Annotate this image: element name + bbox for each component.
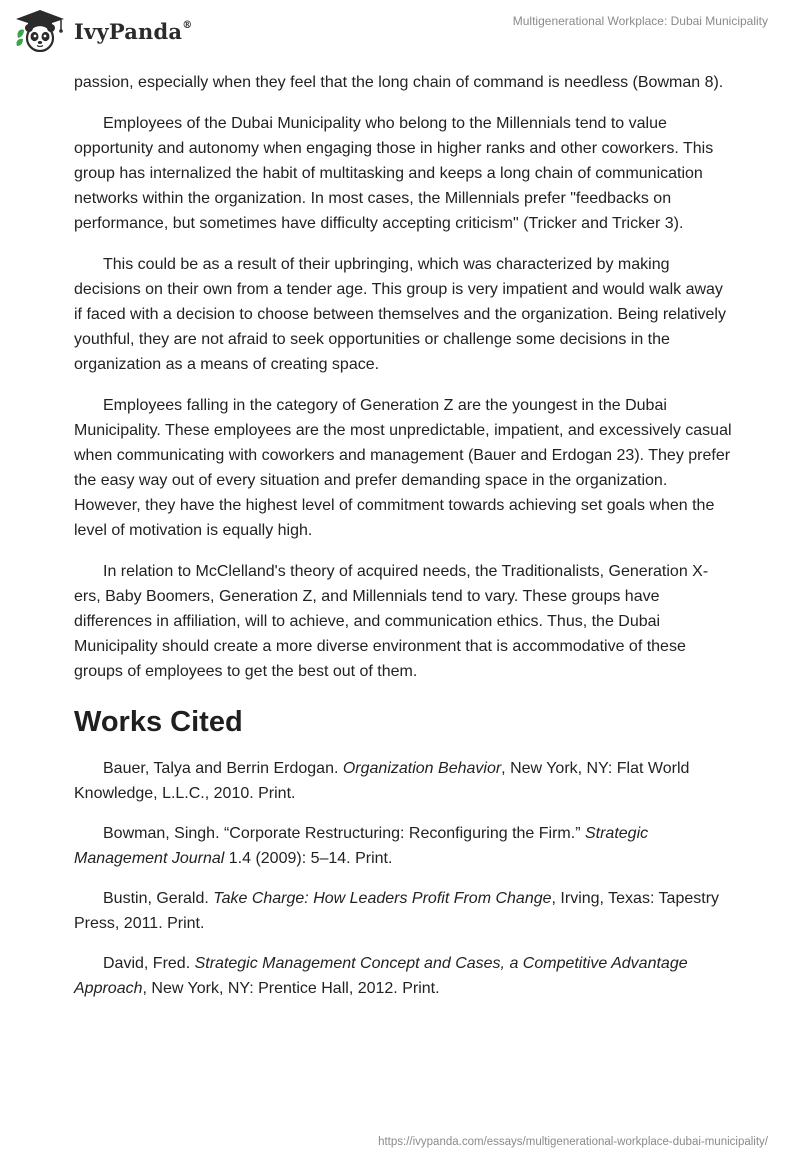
works-cited-heading: Works Cited [74,706,243,738]
ivypanda-logo[interactable] [14,8,192,52]
citation-entry: Bowman, Singh. “Corporate Restructuring: Reconfiguring the Firm.” Strategic Management Journal 1.4 (2009): 5–14. Print. [74,825,649,867]
brand-name: IvyPanda® [74,18,193,44]
citation-entry: David, Fred. Strategic Management Concept and Cases, a Competitive Advantage Approach, New York, NY: Prentice Hall, 2012. Print. [74,955,688,997]
source-url[interactable]: https://ivypanda.com/essays/multigenerational-workplace-dubai-municipality/ [378,1136,768,1148]
body-paragraph: This could be as a result of their upbringing, which was characterized by making decisions on their own from a tender age. This group is very impatient and would walk away if faced with a decision to choose between themselves and the organization. Being relatively youthful, they are not afraid to seek opportunities or challenge some decisions in the organization as a means of creating space. [74,256,726,373]
citation-entry: Bauer, Talya and Berrin Erdogan. Organization Behavior, New York, NY: Flat World Knowledge, L.L.C., 2010. Print. [74,760,690,802]
body-paragraph: Employees of the Dubai Municipality who belong to the Millennials tend to value opportunity and autonomy when engaging those in higher ranks and other coworkers. This group has internalized the habit of multitasking and keeps a long chain of communication networks within the organization. In most cases, the Millennials prefer "feedbacks on performance, but sometimes have difficulty accepting criticism" (Tricker and Tricker 3). [74,115,714,232]
body-paragraph: Employees falling in the category of Generation Z are the youngest in the Dubai Municipality. These employees are the most unpredictable, impatient, and excessively casual when communicating with coworkers and management (Bauer and Erdogan 23). They prefer the easy way out of every situation and prefer demanding space in the organization. However, they have the highest level of commitment towards achieving set goals when the level of motivation is equally high. [74,397,732,539]
body-paragraph: passion, especially when they feel that the long chain of command is needless (Bowman 8). [74,74,724,91]
document-title: Multigenerational Workplace: Dubai Municipality [512,14,768,28]
page-header [0,0,800,64]
essay-content [74,70,734,1016]
citation-entry: Bustin, Gerald. Take Charge: How Leaders Profit From Change, Irving, Texas: Tapestry Press, 2011. Print. [74,890,720,932]
body-paragraph: In relation to McClelland's theory of acquired needs, the Traditionalists, Generation X-ers, Baby Boomers, Generation Z, and Millennials tend to vary. These groups have differences in affiliation, will to achieve, and communication ethics. Thus, the Dubai Municipality should create a more diverse environment that is accommodative of these groups of employees to get the best out of them. [74,563,709,680]
panda-graduate-icon [14,8,66,52]
